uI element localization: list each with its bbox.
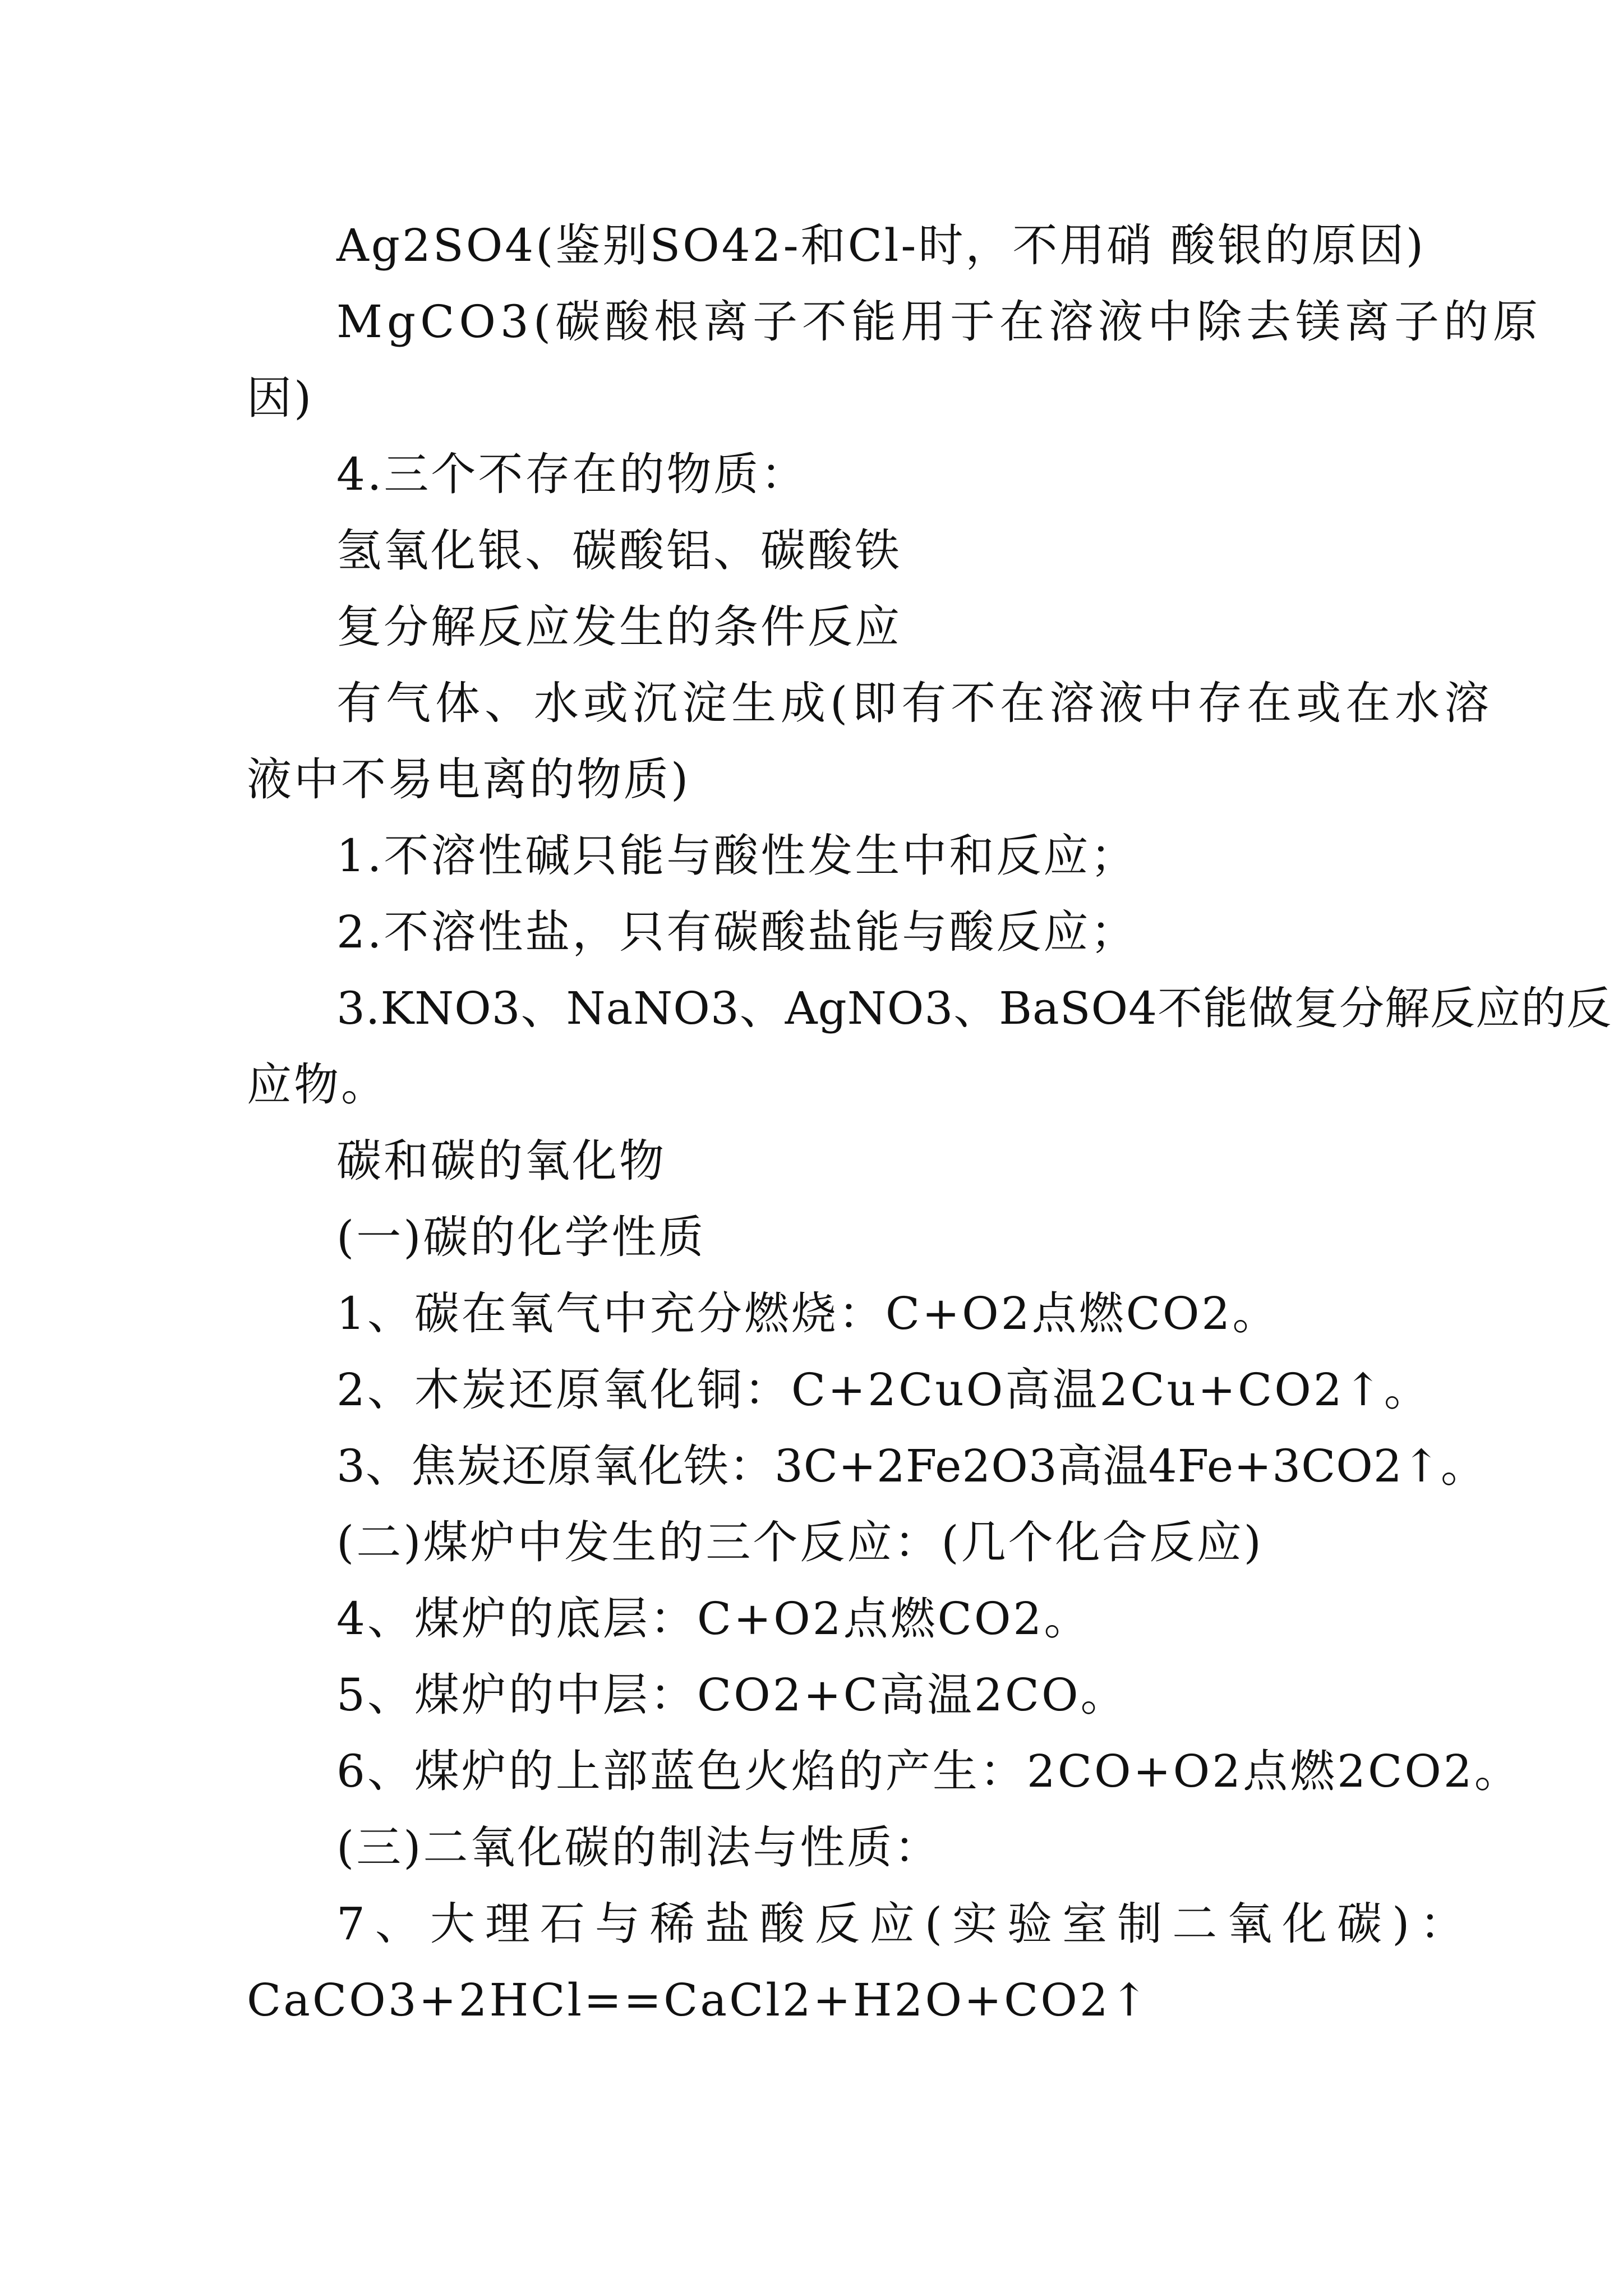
- text-line: 5、煤炉的中层：CO2+C高温2CO。: [336, 1669, 1128, 1721]
- text-line: MgCO3(碳酸根离子不能用于在溶液中除去镁离子的原: [336, 296, 1543, 348]
- text-line: 液中不易电离的物质): [247, 753, 691, 806]
- text-line: 应物。: [247, 1059, 388, 1111]
- text-line: (三)二氧化碳的制法与性质：: [336, 1821, 942, 1874]
- text-line: 7、大理石与稀盐酸反应(实验室制二氧化碳)：: [336, 1898, 1475, 1950]
- text-line: 因): [247, 372, 314, 424]
- text-line: 1、碳在氧气中充分燃烧：C+O2点燃CO2。: [336, 1287, 1280, 1340]
- text-line: 4.三个不存在的物质：: [336, 448, 808, 500]
- text-line: (二)煤炉中发生的三个反应：(几个化合反应): [336, 1516, 1264, 1568]
- text-line: 有气体、水或沉淀生成(即有不在溶液中存在或在水溶: [336, 677, 1494, 729]
- text-line: CaCO3+2HCl==CaCl2+H2O+CO2↑: [247, 1974, 1150, 2026]
- text-line: 3.KNO3、NaNO3、AgNO3、BaSO4不能做复分解反应的反: [336, 982, 1612, 1034]
- text-line: 复分解反应发生的条件反应: [336, 601, 902, 653]
- text-line: Ag2SO4(鉴别SO42-和Cl-时，不用硝 酸银的原因): [336, 219, 1426, 272]
- text-line: 3、焦炭还原氧化铁：3C+2Fe2O3高温4Fe+3CO2↑。: [336, 1440, 1486, 1492]
- document-body: [247, 208, 1612, 2039]
- text-line: 碳和碳的氧化物: [336, 1135, 666, 1187]
- text-line: 6、煤炉的上部蓝色火焰的产生：2CO+O2点燃2CO2。: [336, 1745, 1521, 1797]
- text-line: 2.不溶性盐，只有碳酸盐能与酸反应；: [336, 906, 1138, 958]
- text-line: 4、煤炉的底层：C+O2点燃CO2。: [336, 1593, 1091, 1645]
- text-line: 1.不溶性碱只能与酸性发生中和反应；: [336, 830, 1138, 882]
- text-line: 氢氧化银、碳酸铝、碳酸铁: [336, 524, 902, 577]
- text-line: 2、木炭还原氧化铜：C+2CuO高温2Cu+CO2↑。: [336, 1364, 1431, 1416]
- text-line: (一)碳的化学性质: [336, 1211, 706, 1263]
